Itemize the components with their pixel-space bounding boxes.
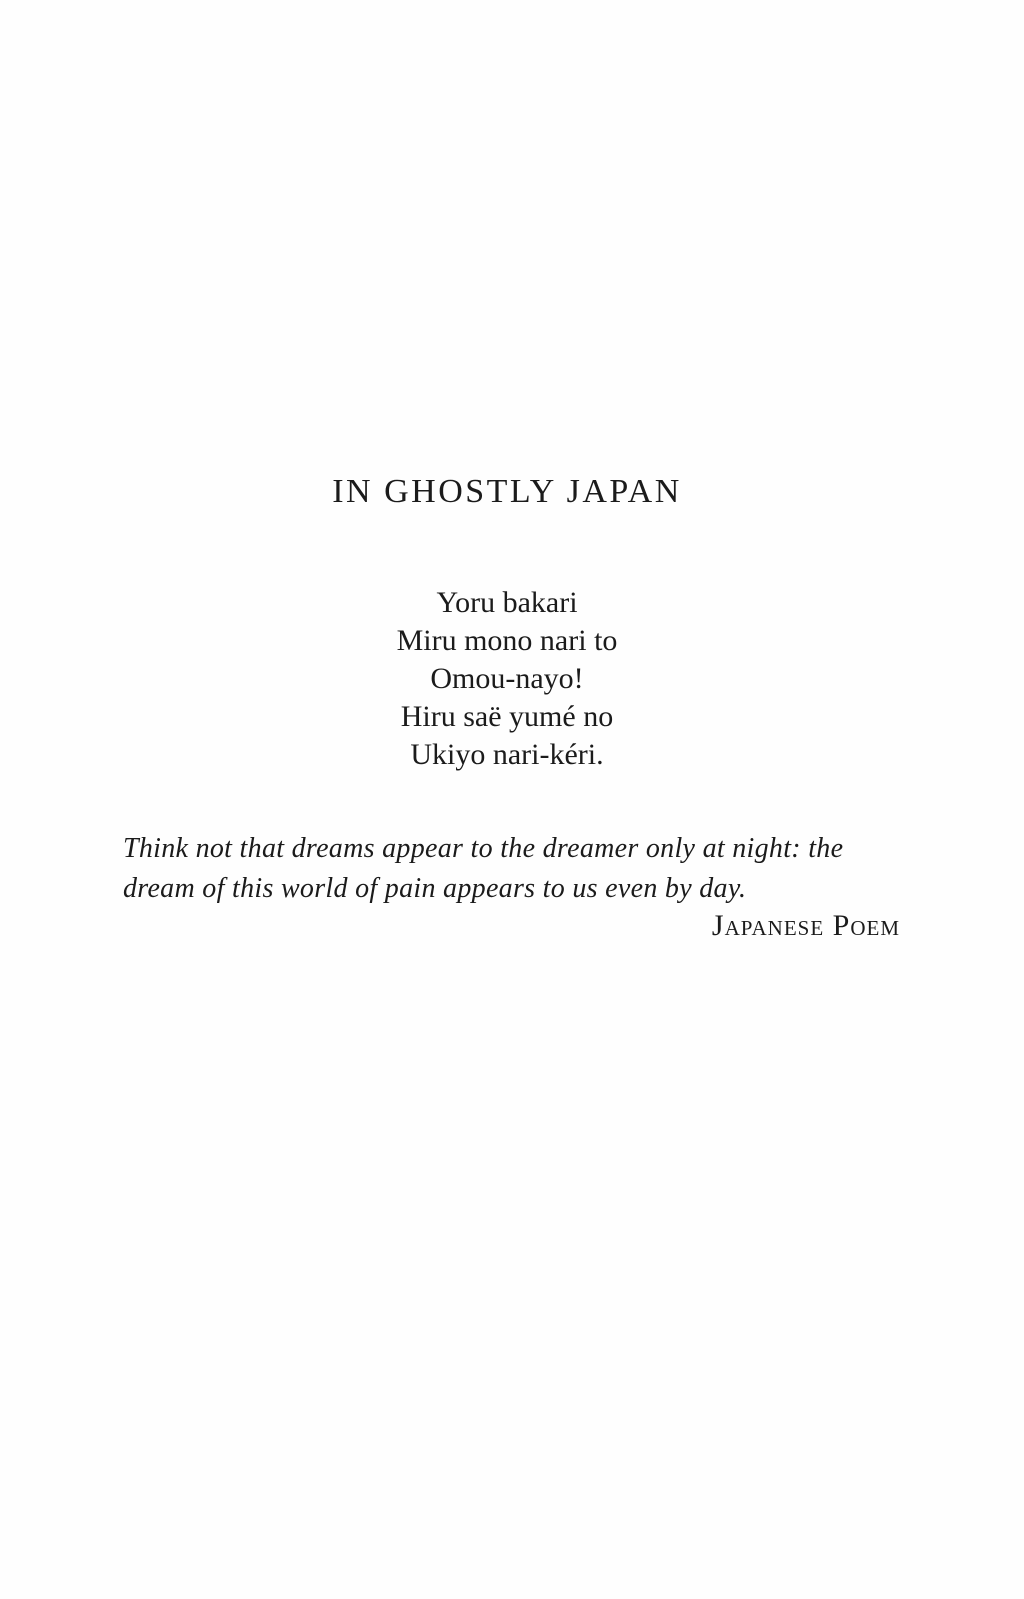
poem-line: Yoru bakari <box>436 586 578 619</box>
translation-line: dream of this world of pain appears to us even by day. <box>123 873 747 904</box>
poem-line: Ukiyo nari-kéri. <box>410 738 604 771</box>
chapter-title: IN GHOSTLY JAPAN <box>332 473 682 510</box>
poem-romaji <box>0 584 1014 774</box>
poem-line: Hiru saë yumé no <box>400 700 614 733</box>
poem-attribution: Japanese Poem <box>711 909 900 942</box>
poem-translation <box>123 829 923 909</box>
poem-line: Omou-nayo! <box>430 662 584 695</box>
poem-line: Miru mono nari to <box>396 624 618 657</box>
translation-line: Think not that dreams appear to the dreamer only at night: the <box>123 833 844 864</box>
